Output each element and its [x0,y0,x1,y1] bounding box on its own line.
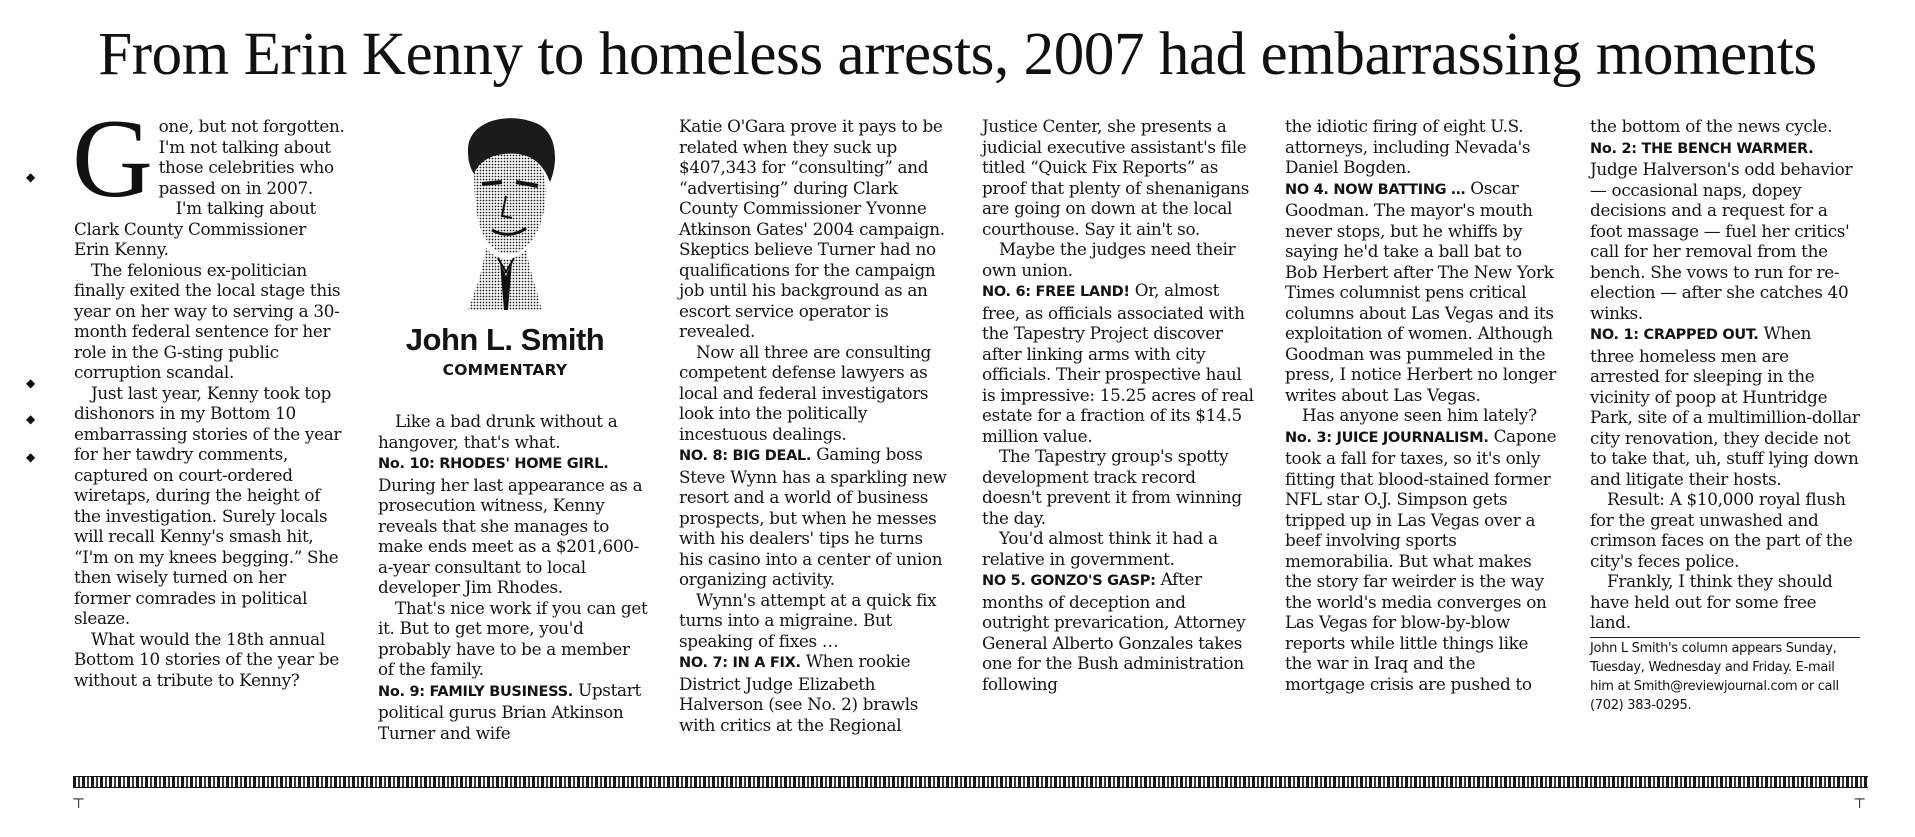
paragraph: Justice Center, she presents a judicial executive assistant's file titled “Quick Fix Reports” as proof that plenty of shenanigans are going on down at the local courthouse. Say it ain't so. [982,116,1250,239]
paragraph: the idiotic firing of eight U.S. attorneys, including Nevada's Daniel Bogden. [1285,116,1531,177]
paragraph: What would the 18th annual Bottom 10 stories of the year be without a tribute to Kenny? [74,628,339,690]
item-5: NO 5. GONZO'S GASP: After months of deception and outright prevarication, Attorney General Alberto Gonzales takes one for the Bush administration following [982,569,1246,694]
item-kicker: No. 3: JUICE JOURNALISM. [1285,429,1489,446]
paragraph: That's nice work if you can get it. But to get more, you'd probably have to be a member of the family. [378,597,648,679]
column-3 [679,116,951,735]
column-6 [1590,116,1860,715]
paragraph: Result: A $10,000 royal flush for the great unwashed and crimson faces on the part of the city's feces police. [1590,489,1853,571]
column-2 [378,411,650,743]
margin-bullet-icon: ◆ [26,412,36,426]
section-label: COMMENTARY [442,361,568,379]
item-kicker: NO 5. GONZO'S GASP: [982,573,1156,589]
bottom-rule [73,776,1868,788]
item-10: No. 10: RHODES' HOME GIRL. During her last appearance as a prosecution witness, Kenny reveals that she manages to make ends meet as a $201,600-a-year consultant to local developer Jim Rhodes. [378,456,643,597]
column-tagline: John L Smith's column appears Sunday, Tuesday, Wednesday and Friday. E-mail him at Smith@reviewjournal.com or call (702) 383-0295. [1590,637,1860,715]
margin-bullet-icon: ◆ [26,376,36,390]
item-6: NO. 6: FREE LAND! Or, almost free, as officials associated with the Tapestry Project discover after linking arms with city officials. Their prospective haul is impressive: 15.25 acres of real estate for a fraction of its $14.5 million value. [982,280,1254,446]
byline-name: John L. Smith [405,322,605,357]
paragraph: Frankly, I think they should have held out for some free land. [1590,571,1833,632]
headline: From Erin Kenny to homeless arrests, 2007 had embarrassing moments [98,21,1817,88]
paragraph: Katie O'Gara prove it pays to be related when they suck up $407,343 for “consulting” and “advertising” during Clark County Commissioner Yvonne Atkinson Gates' 2004 campaign. Skeptics believe Turner had no qualifications for the campaign job until his background as an escort service operator is revealed. [679,116,945,341]
item-8: NO. 8: BIG DEAL. Gaming boss Steve Wynn has a sparkling new resort and a world of business prospects, but when he messes with his dealers' tips he turns his casino into a center of union organizing activity. [679,444,947,589]
item-kicker: No. 10: RHODES' HOME GIRL. [378,456,609,472]
paragraph: Now all three are consulting competent defense lawyers as local and federal investigators look into the politically incestuous dealings. [679,341,931,444]
crop-mark-icon: ⊤ [72,796,86,812]
paragraph: Wynn's attempt at a quick fix turns into a migraine. But speaking of fixes … [679,589,937,651]
margin-bullet-icon: ◆ [26,450,36,464]
paragraph: I'm talking about Clark County Commissioner Erin Kenny. [74,198,316,259]
item-7: NO. 7: IN A FIX. When rookie District Judge Elizabeth Halverson (see No. 2) brawls with critics at the Regional [679,651,919,735]
paragraph: You'd almost think it had a relative in government. [982,528,1218,569]
paragraph: The felonious ex-politician finally exited the local stage this year on her way to serving a 30-month federal sentence for her role in the G-sting public corruption scandal. [74,259,341,382]
paragraph: Has anyone seen him lately? [1302,405,1537,425]
paragraph: The Tapestry group's spotty development track record doesn't prevent it from winning the day. [982,446,1242,528]
item-4: NO 4. NOW BATTING … Oscar Goodman. The mayor's mouth never stops, but he whiffs by saying he'd take a ball bat to Bob Herbert after The New York Times columnist pens critical columns about Las Vegas and its exploitation of women. Although Goodman was pummeled in the press, I notice Herbert no longer writes about Las Vegas. [1285,177,1556,405]
item-kicker: NO. 1: CRAPPED OUT. [1590,327,1759,343]
item-1: NO. 1: CRAPPED OUT. When three homeless men are arrested for sleeping in the vicinity of poop at Huntridge Park, site of a multimillion-dollar city renovation, they decide not to take that, uh, stuff lying down and litigate their hosts. [1590,323,1860,489]
item-kicker: NO. 8: BIG DEAL. [679,448,812,464]
margin-bullet-icon: ◆ [26,170,36,184]
item-kicker: No. 2: THE BENCH WARMER. [1590,140,1814,157]
lede-paragraph: Gone, but not forgotten. I'm not talking about those celebrities who passed on in 2007. [72,97,345,221]
column-4 [982,116,1254,694]
columnist-portrait [446,112,564,314]
paragraph: Maybe the judges need their own union. [982,239,1236,280]
item-kicker: No. 9: FAMILY BUSINESS. [378,683,573,700]
paragraph: Like a bad drunk without a hangover, that's what. [378,411,618,452]
item-kicker: NO. 7: IN A FIX. [679,655,801,671]
column-5 [1285,116,1557,694]
crop-mark-icon: ⊤ [1853,796,1867,812]
drop-cap: G [72,97,153,221]
item-kicker: NO 4. NOW BATTING … [1285,181,1466,198]
item-3: No. 3: JUICE JOURNALISM. Capone took a fall for taxes, so it's only fitting that blood-stained former NFL star O.J. Simpson gets tripped up in Las Vegas over a beef involving sports memorabilia. But what makes the story far weirder is the way the world's media converges on Las Vegas for blow-by-blow reports while little things like the war in Iraq and the mortgage crisis are pushed to [1285,425,1557,694]
paragraph: the bottom of the news cycle. [1590,116,1833,136]
paragraph: Just last year, Kenny took top dishonors in my Bottom 10 embarrassing stories of the year for her tawdry comments, captured on court-ordered wiretaps, during the height of the investigation. Surely locals will recall Kenny's smash hit, “I'm on my knees begging.” She then wisely turned on her former comrades in political sleaze. [74,382,342,628]
item-2: No. 2: THE BENCH WARMER. Judge Halverson's odd behavior — occasional naps, dopey decisions and a request for a foot massage — fuel her critics' call for her removal from the bench. She vows to run for re-election — after she catches 40 winks. [1590,140,1853,323]
item-kicker: NO. 6: FREE LAND! [982,284,1130,300]
column-1 [72,97,346,690]
item-9: No. 9: FAMILY BUSINESS. Upstart political gurus Brian Atkinson Turner and wife [378,679,641,743]
